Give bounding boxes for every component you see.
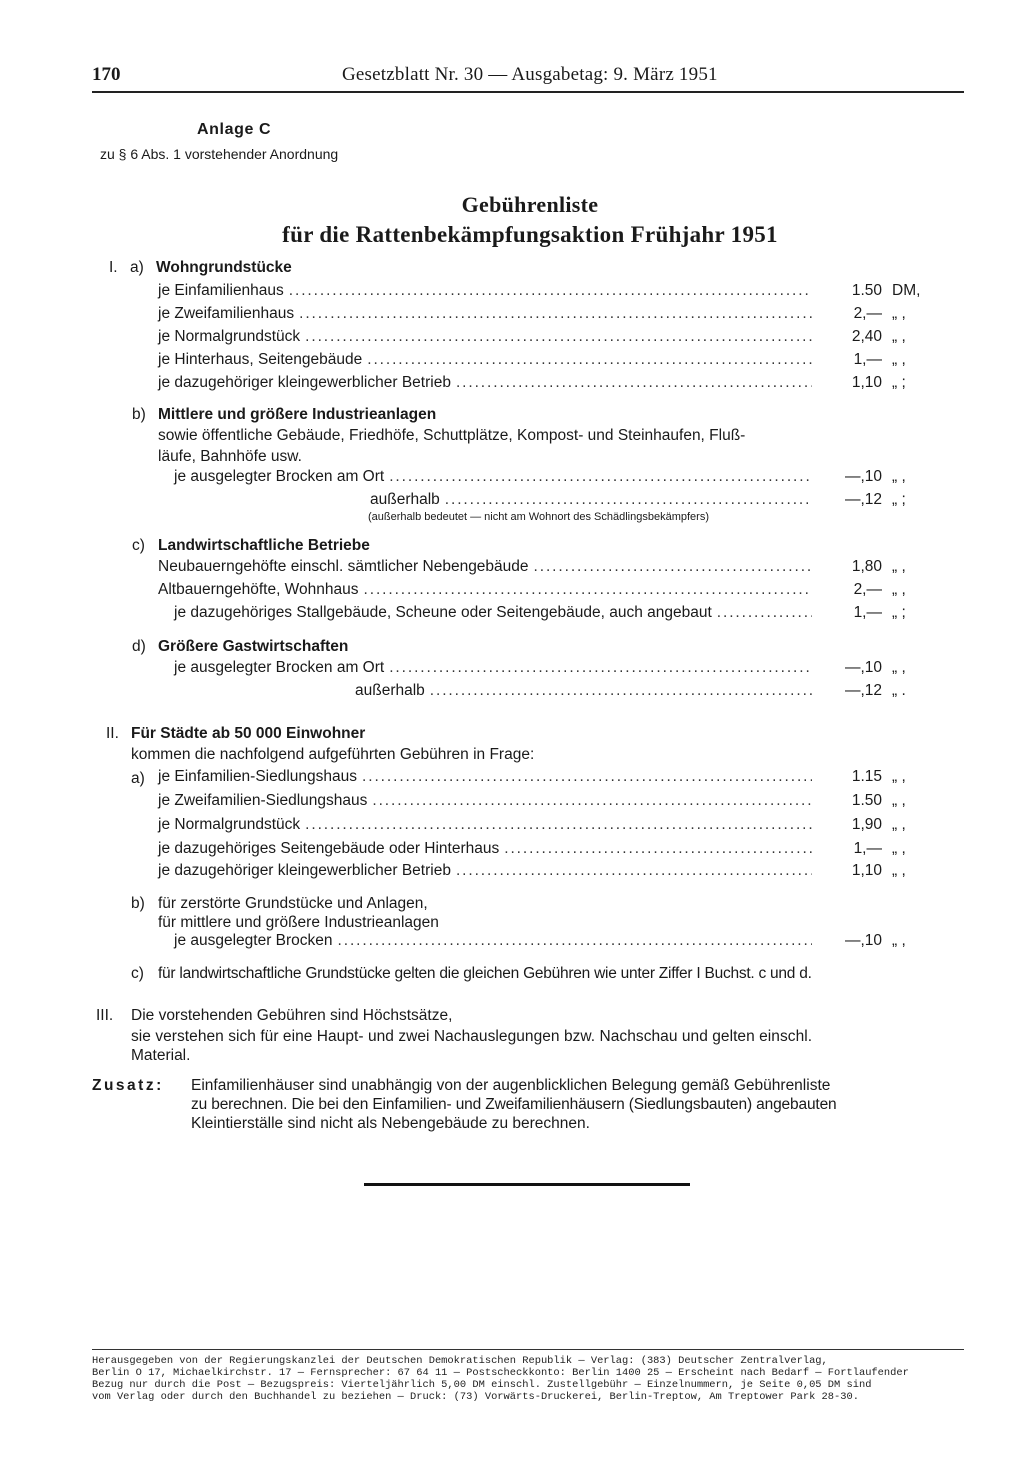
fee-row: [370, 491, 964, 513]
fee-unit: „ ,: [892, 468, 906, 485]
dot-leader: [299, 305, 812, 323]
dot-leader: [305, 328, 812, 346]
fee-value: 1,—: [853, 604, 882, 621]
fee-row: [174, 468, 964, 490]
section-1-label: I.: [109, 259, 118, 276]
imprint-line: Herausgegeben von der Regierungskanzlei der Deutschen Demokratischen Republik — Verlag: (383) Deutscher Zentralverlag,: [92, 1355, 828, 1367]
fee-value: 1.50: [851, 792, 882, 809]
subsection-1d-heading: Größere Gastwirtschaften: [158, 638, 349, 655]
dot-leader: [445, 491, 812, 509]
fee-label: je dazugehöriges Stallgebäude, Scheune oder Seitengebäude, auch angebaut: [174, 604, 712, 621]
fee-label: je ausgelegter Brocken am Ort: [174, 468, 385, 485]
fee-value: 1,80: [851, 558, 882, 575]
footer-rule: [92, 1349, 964, 1350]
document-subtitle: für die Rattenbekämpfungsaktion Frühjahr 1951: [282, 222, 778, 247]
fee-label: je dazugehöriger kleingewerblicher Betrieb: [158, 374, 451, 391]
fee-label: je ausgelegter Brocken am Ort: [174, 659, 385, 676]
fee-value: 1.50: [851, 282, 882, 299]
fee-label: je dazugehöriges Seitengebäude oder Hinterhaus: [158, 840, 500, 857]
fee-unit: „ ;: [892, 604, 906, 621]
fee-unit: „ ,: [892, 932, 906, 949]
fee-row: [158, 581, 964, 603]
section-3-text: Die vorstehenden Gebühren sind Höchstsätze,: [131, 1007, 453, 1024]
subsection-1a-heading: Wohngrundstücke: [156, 259, 292, 276]
subsection-1b-description: sowie öffentliche Gebäude, Friedhöfe, Schuttplätze, Kompost- und Steinhaufen, Fluß-: [158, 427, 746, 444]
dot-leader: [338, 932, 812, 950]
fee-unit: DM,: [892, 282, 921, 299]
fee-unit: „ ,: [892, 581, 906, 598]
fee-row: [158, 374, 964, 396]
fee-unit: „ ,: [892, 351, 906, 368]
fee-value: 1,—: [853, 351, 882, 368]
fee-label: außerhalb: [355, 682, 425, 699]
fee-row: [174, 932, 964, 954]
fee-label: je Zweifamilien-Siedlungshaus: [158, 792, 368, 809]
annex-title: Anlage C: [197, 121, 272, 138]
dot-leader: [456, 862, 812, 880]
fee-unit: „ .: [892, 682, 906, 699]
section-3-label: III.: [96, 1007, 114, 1024]
fee-value: 2,—: [853, 581, 882, 598]
dot-leader: [534, 558, 812, 576]
fee-row: [158, 328, 964, 350]
fee-value: —,10: [844, 932, 882, 949]
page-number: 170: [92, 64, 121, 85]
dot-leader: [305, 816, 812, 834]
fee-value: 2,40: [851, 328, 882, 345]
fee-unit: „ ;: [892, 374, 906, 391]
dot-leader: [364, 581, 812, 599]
dot-leader: [717, 604, 812, 622]
subsection-1c-heading: Landwirtschaftliche Betriebe: [158, 537, 370, 554]
footnote: (außerhalb bedeutet — nicht am Wohnort des Schädlingsbekämpfers): [368, 511, 709, 523]
fee-label: Neubauerngehöfte einschl. sämtlicher Nebengebäude: [158, 558, 529, 575]
annex-subtitle: zu § 6 Abs. 1 vorstehender Anordnung: [100, 146, 339, 162]
fee-unit: „ ,: [892, 862, 906, 879]
subsection-2b-text: für zerstörte Grundstücke und Anlagen,: [158, 895, 428, 912]
fee-unit: „ ,: [892, 558, 906, 575]
fee-value: —,12: [844, 682, 882, 699]
fee-label: je ausgelegter Brocken: [174, 932, 333, 949]
dot-leader: [362, 768, 812, 786]
fee-row: [158, 768, 964, 790]
fee-value: —,10: [844, 659, 882, 676]
fee-row: [158, 840, 964, 862]
fee-unit: „ ,: [892, 792, 906, 809]
gazette-header: Gesetzblatt Nr. 30 — Ausgabetag: 9. März 1951: [342, 64, 718, 85]
dot-leader: [430, 682, 812, 700]
document-title: Gebührenliste: [461, 192, 599, 217]
fee-label: je Einfamilienhaus: [158, 282, 284, 299]
dot-leader: [367, 351, 812, 369]
dot-leader: [389, 659, 812, 677]
fee-value: 1,10: [851, 862, 882, 879]
imprint-line: vom Verlag oder durch den Buchhandel zu beziehen — Druck: (73) Vorwärts-Druckerei, Berlin-Treptow, Am Treptower Park 28-30.: [92, 1391, 859, 1403]
fee-unit: „ ,: [892, 659, 906, 676]
dot-leader: [289, 282, 812, 300]
subsection-1b-description-cont: läufe, Bahnhöfe usw.: [158, 448, 302, 465]
section-2-label: II.: [106, 725, 119, 742]
fee-label: je Normalgrundstück: [158, 816, 301, 833]
fee-value: 2,—: [853, 305, 882, 322]
fee-label: je Normalgrundstück: [158, 328, 301, 345]
fee-row: [158, 305, 964, 327]
fee-value: —,10: [844, 468, 882, 485]
fee-value: 1.15: [851, 768, 882, 785]
subsection-2c-label: c): [131, 965, 144, 982]
fee-value: 1,—: [853, 840, 882, 857]
subsection-1b-label: b): [132, 406, 146, 423]
fee-row: [158, 351, 964, 373]
imprint-line: Berlin O 17, Michaelkirchstr. 17 — Fernsprecher: 67 64 11 — Postscheckkonto: Berlin 1400 25 — Erscheint nach Bedarf — Fortlaufender: [92, 1367, 909, 1379]
dot-leader: [389, 468, 812, 486]
fee-unit: „ ;: [892, 491, 906, 508]
fee-row: [158, 816, 964, 838]
imprint-line: Bezug nur durch die Post — Bezugspreis: Vierteljährlich 5,00 DM einschl. Zustellgebühr — Einzelnummern, je Seite 0,05 DM sind: [92, 1379, 872, 1391]
fee-row: [158, 792, 964, 814]
fee-unit: „ ,: [892, 328, 906, 345]
fee-value: 1,90: [851, 816, 882, 833]
fee-row: [158, 558, 964, 580]
dot-leader: [456, 374, 812, 392]
subsection-2b-text-cont: für mittlere und größere Industrieanlagen: [158, 914, 439, 931]
fee-value: —,12: [844, 491, 882, 508]
header-rule: [92, 91, 964, 93]
fee-label: je Hinterhaus, Seitengebäude: [158, 351, 363, 368]
zusatz-label: Zusatz:: [92, 1077, 164, 1094]
zusatz-text-end: Kleintierställe sind nicht als Nebengebäude zu berechnen.: [191, 1115, 590, 1132]
fee-label: außerhalb: [370, 491, 440, 508]
fee-row: [355, 682, 964, 704]
section-2-intro: kommen die nachfolgend aufgeführten Gebühren in Frage:: [131, 746, 535, 763]
subsection-1b-heading: Mittlere und größere Industrieanlagen: [158, 406, 437, 423]
fee-unit: „ ,: [892, 816, 906, 833]
zusatz-text: Einfamilienhäuser sind unabhängig von der augenblicklichen Belegung gemäß Gebührenliste: [191, 1077, 831, 1094]
section-3-text-end: Material.: [131, 1047, 191, 1064]
fee-unit: „ ,: [892, 768, 906, 785]
section-2-heading: Für Städte ab 50 000 Einwohner: [131, 725, 366, 742]
fee-row: [174, 659, 964, 681]
fee-row: [174, 604, 964, 626]
fee-label: je Zweifamilienhaus: [158, 305, 295, 322]
fee-row: [158, 282, 964, 304]
dot-leader: [372, 792, 812, 810]
fee-unit: „ ,: [892, 305, 906, 322]
subsection-2a-label: a): [131, 770, 145, 787]
fee-label: je Einfamilien-Siedlungshaus: [158, 768, 358, 785]
fee-value: 1,10: [851, 374, 882, 391]
subsection-1c-label: c): [132, 537, 145, 554]
fee-label: je dazugehöriger kleingewerblicher Betrieb: [158, 862, 451, 879]
zusatz-text-cont: zu berechnen. Die bei den Einfamilien- und Zweifamilienhäusern (Siedlungsbauten) angebauten: [191, 1096, 837, 1113]
subsection-2b-label: b): [131, 895, 145, 912]
subsection-1a-label: a): [130, 259, 144, 276]
fee-unit: „ ,: [892, 840, 906, 857]
dot-leader: [504, 840, 812, 858]
subsection-1d-label: d): [132, 638, 146, 655]
subsection-2c-text: für landwirtschaftliche Grundstücke gelten die gleichen Gebühren wie unter Ziffer I Buchst. c und d.: [158, 965, 812, 982]
fee-label: Altbauerngehöfte, Wohnhaus: [158, 581, 359, 598]
section-3-text-cont: sie verstehen sich für eine Haupt- und zwei Nachauslegungen bzw. Nachschau und gelten einschl.: [131, 1028, 813, 1045]
end-rule: [364, 1183, 690, 1186]
fee-row: [158, 862, 964, 884]
